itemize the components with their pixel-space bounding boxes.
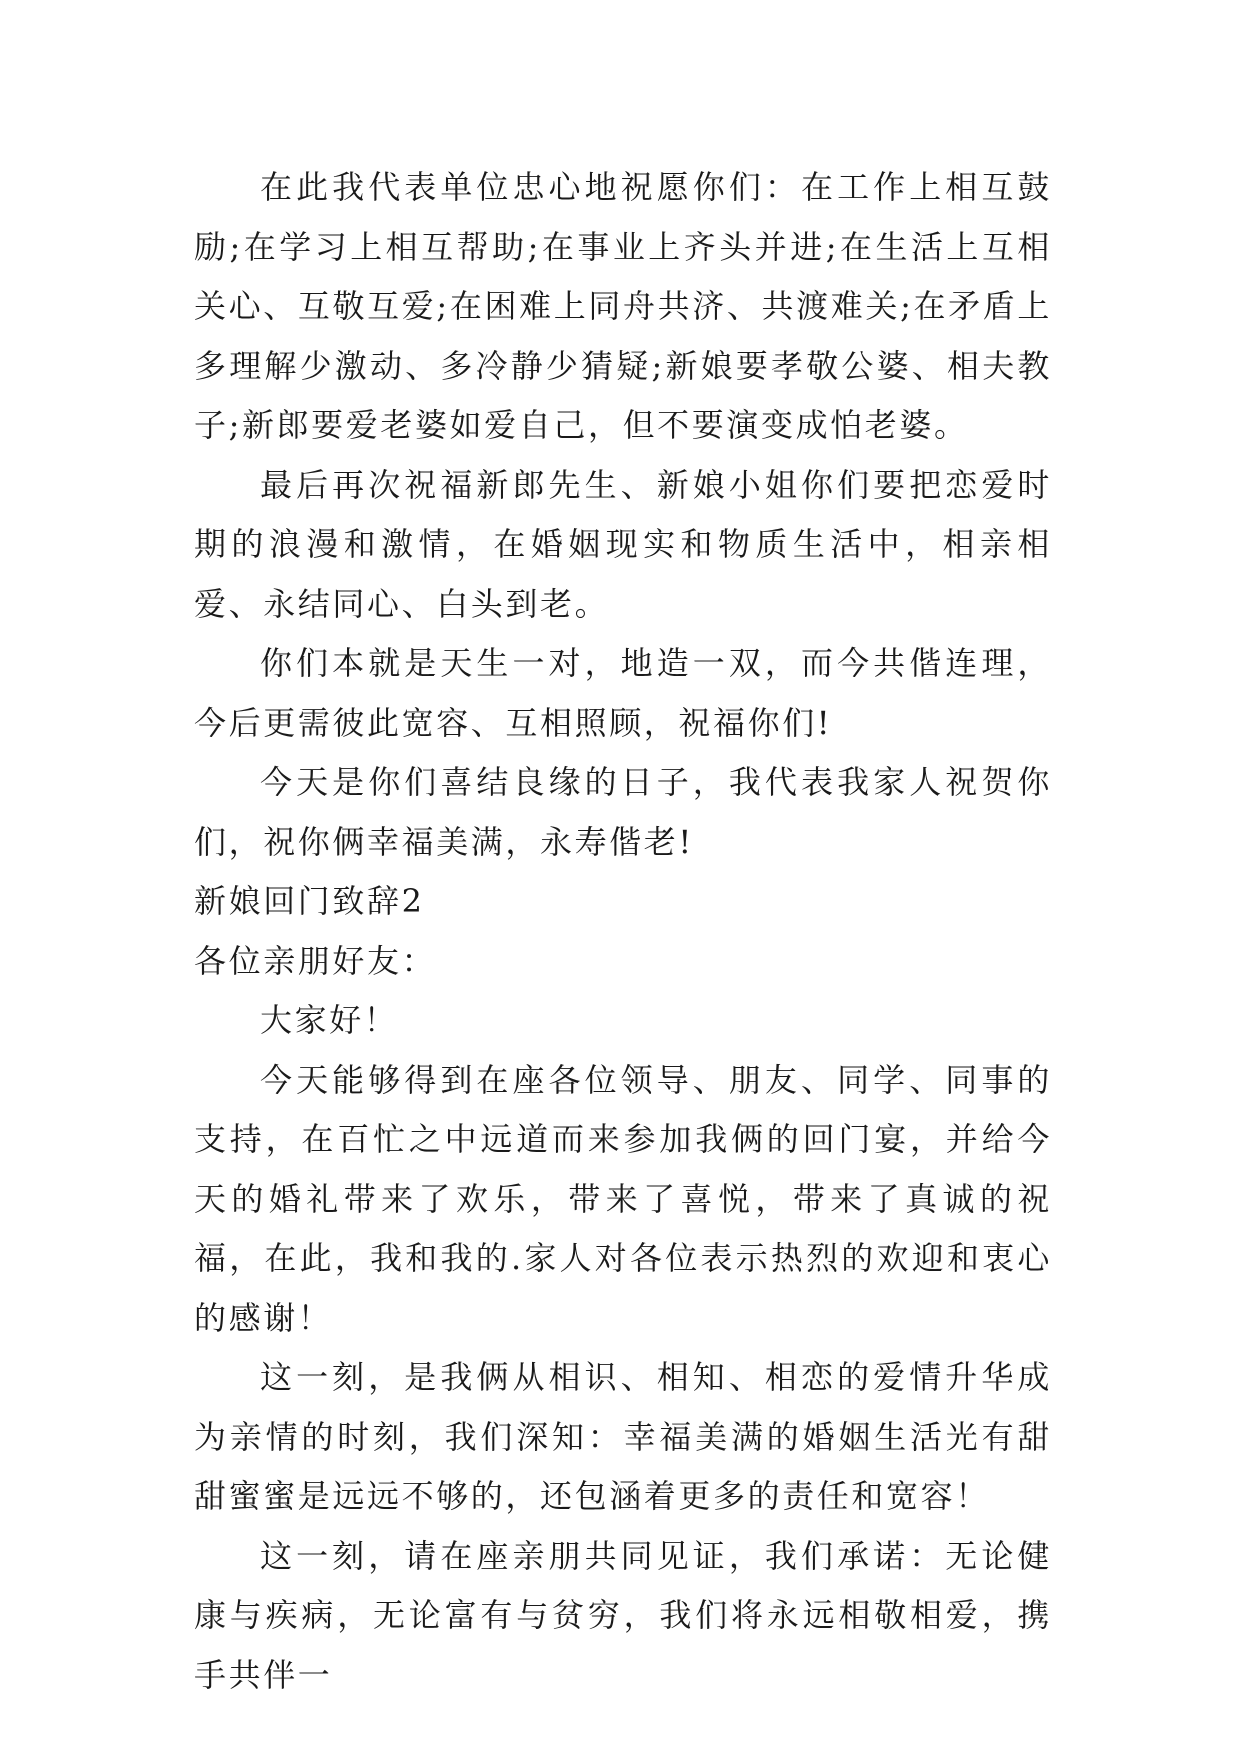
document-body [194,158,1052,1705]
section-title: 新娘回门致辞2 [194,882,425,920]
paragraph-blessings: 在此我代表单位忠心地祝愿你们：在工作上相互鼓励;在学习上相互帮助;在事业上齐头并进;在生活上互相关心、互敬互爱;在困难上同舟共济、共渡难关;在矛盾上多理解少激动、多冷静少猜疑;新娘要孝敬公婆、相夫教子;新郎要爱老婆如爱自己，但不要演变成怕老婆。 [194,168,1052,444]
paragraph-greeting: 大家好！ [260,1001,399,1039]
salutation: 各位亲朋好友： [194,941,437,980]
paragraph-this-moment: 这一刻，是我俩从相识、相知、相恋的爱情升华成为亲情的时刻，我们深知：幸福美满的婚姻生活光有甜甜蜜蜜是远远不够的，还包涵着更多的责任和宽容！ [194,1358,1052,1515]
paragraph-congratulations: 今天是你们喜结良缘的日子，我代表我家人祝贺你们，祝你俩幸福美满，永寿偕老! [194,763,1052,861]
paragraph-thanks: 今天能够得到在座各位领导、朋友、同学、同事的支持，在百忙之中远道而来参加我俩的回门宴，并给今天的婚礼带来了欢乐，带来了喜悦，带来了真诚的祝福，在此，我和我的.家人对各位表示热烈的欢迎和衷心的感谢！ [194,1060,1052,1337]
paragraph-perfect-match: 你们本就是天生一对，地造一双，而今共偕连理，今后更需彼此宽容、互相照顾，祝福你们! [194,644,1052,742]
paragraph-promise: 这一刻，请在座亲朋共同见证，我们承诺：无论健康与疾病，无论富有与贫穷，我们将永远相敬相爱，携手共伴一 [194,1536,1052,1694]
paragraph-final-blessing: 最后再次祝福新郎先生、新娘小姐你们要把恋爱时期的浪漫和激情，在婚姻现实和物质生活中，相亲相爱、永结同心、白头到老。 [194,465,1052,623]
